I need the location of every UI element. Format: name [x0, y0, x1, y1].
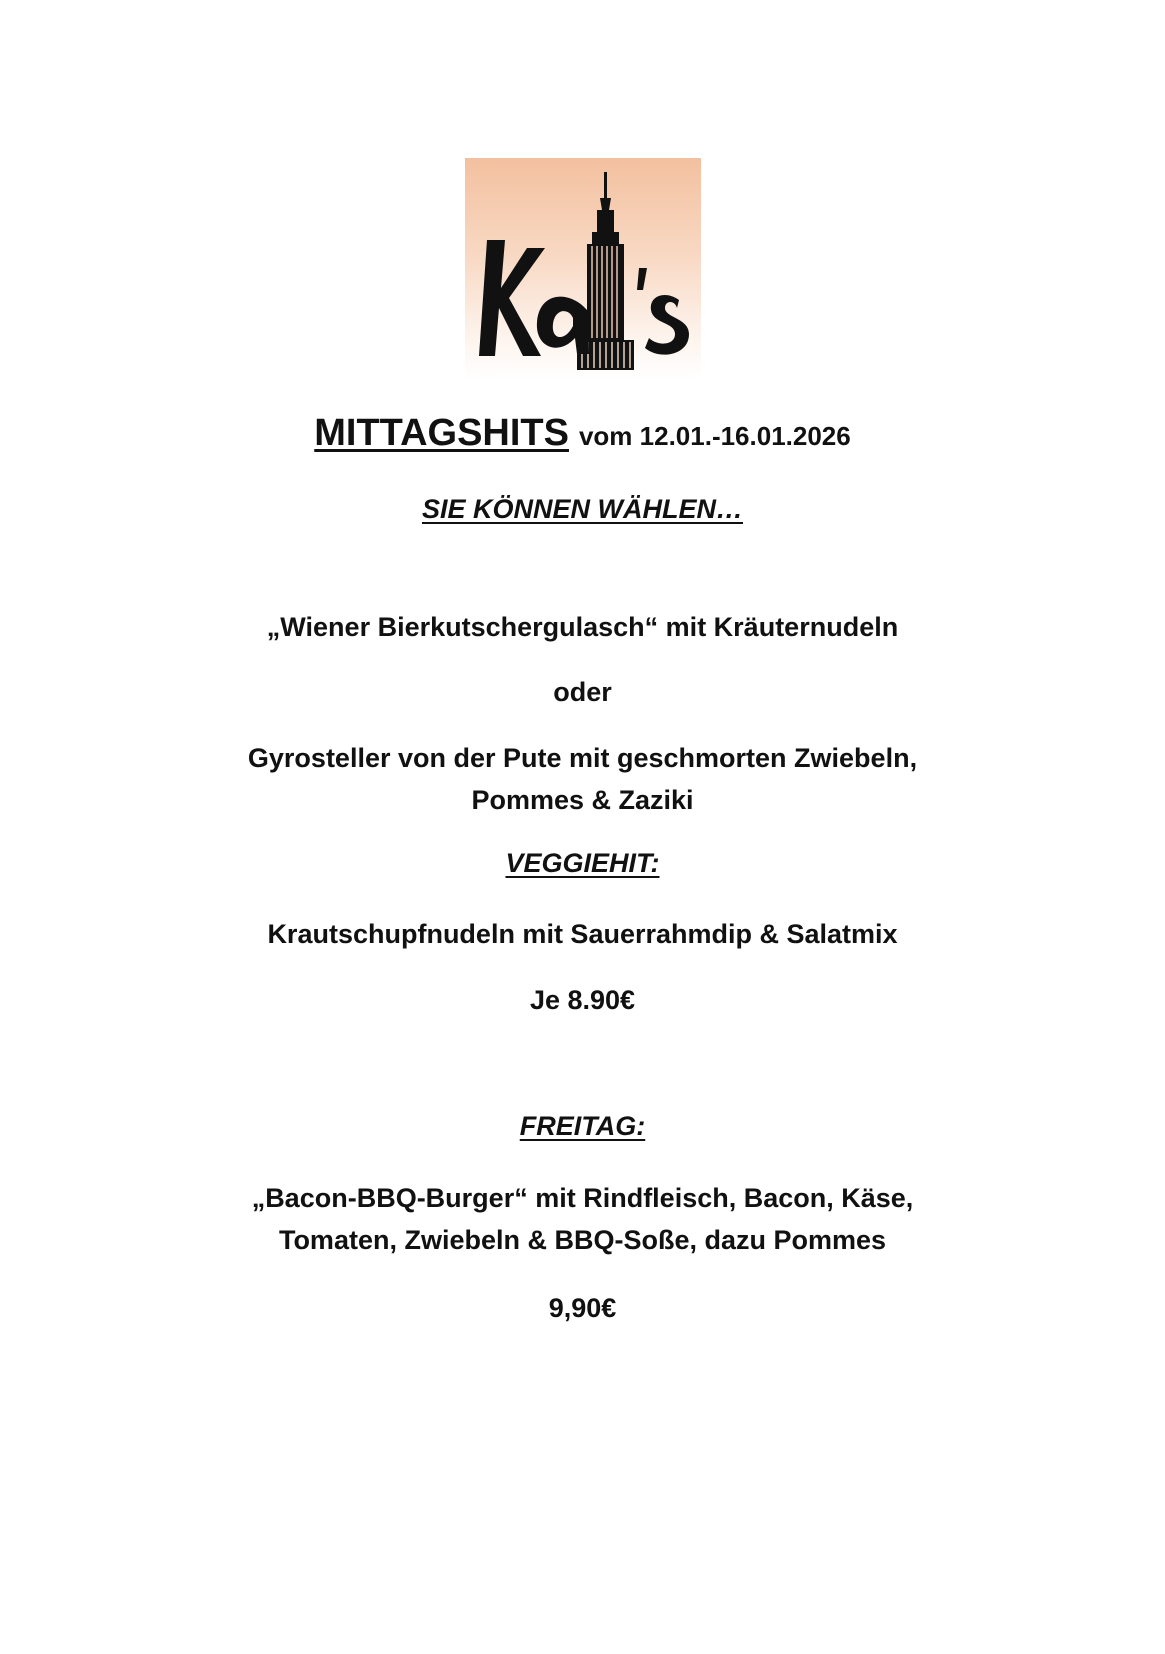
dish-burger-line1: „Bacon-BBQ-Burger“ mit Rindfleisch, Bacon, Käse,	[251, 1183, 914, 1213]
skyscraper-icon	[465, 158, 701, 380]
friday-heading: FREITAG:	[519, 1111, 646, 1141]
choice-subtitle: SIE KÖNNEN WÄHLEN…	[421, 494, 743, 524]
menu-heading	[0, 412, 1165, 455]
restaurant-logo	[465, 158, 701, 380]
dish-goulash: „Wiener Bierkutschergulasch“ mit Kräuternudeln	[266, 612, 899, 642]
price-weekday: Je 8.90€	[529, 985, 636, 1015]
dish-gyros-line1: Gyrosteller von der Pute mit geschmorten Zwiebeln,	[247, 743, 918, 773]
price-friday: 9,90€	[548, 1293, 617, 1323]
veggie-heading: VEGGIEHIT:	[505, 848, 660, 878]
or-separator: oder	[553, 677, 612, 707]
dish-burger-line2: Tomaten, Zwiebeln & BBQ-Soße, dazu Pommes	[278, 1225, 887, 1255]
page-title: MITTAGSHITS	[314, 412, 569, 454]
dish-veggie: Krautschupfnudeln mit Sauerrahmdip & Salatmix	[267, 919, 898, 949]
dish-gyros-line2: Pommes & Zaziki	[471, 785, 694, 815]
date-range: vom 12.01.-16.01.2026	[578, 421, 851, 451]
